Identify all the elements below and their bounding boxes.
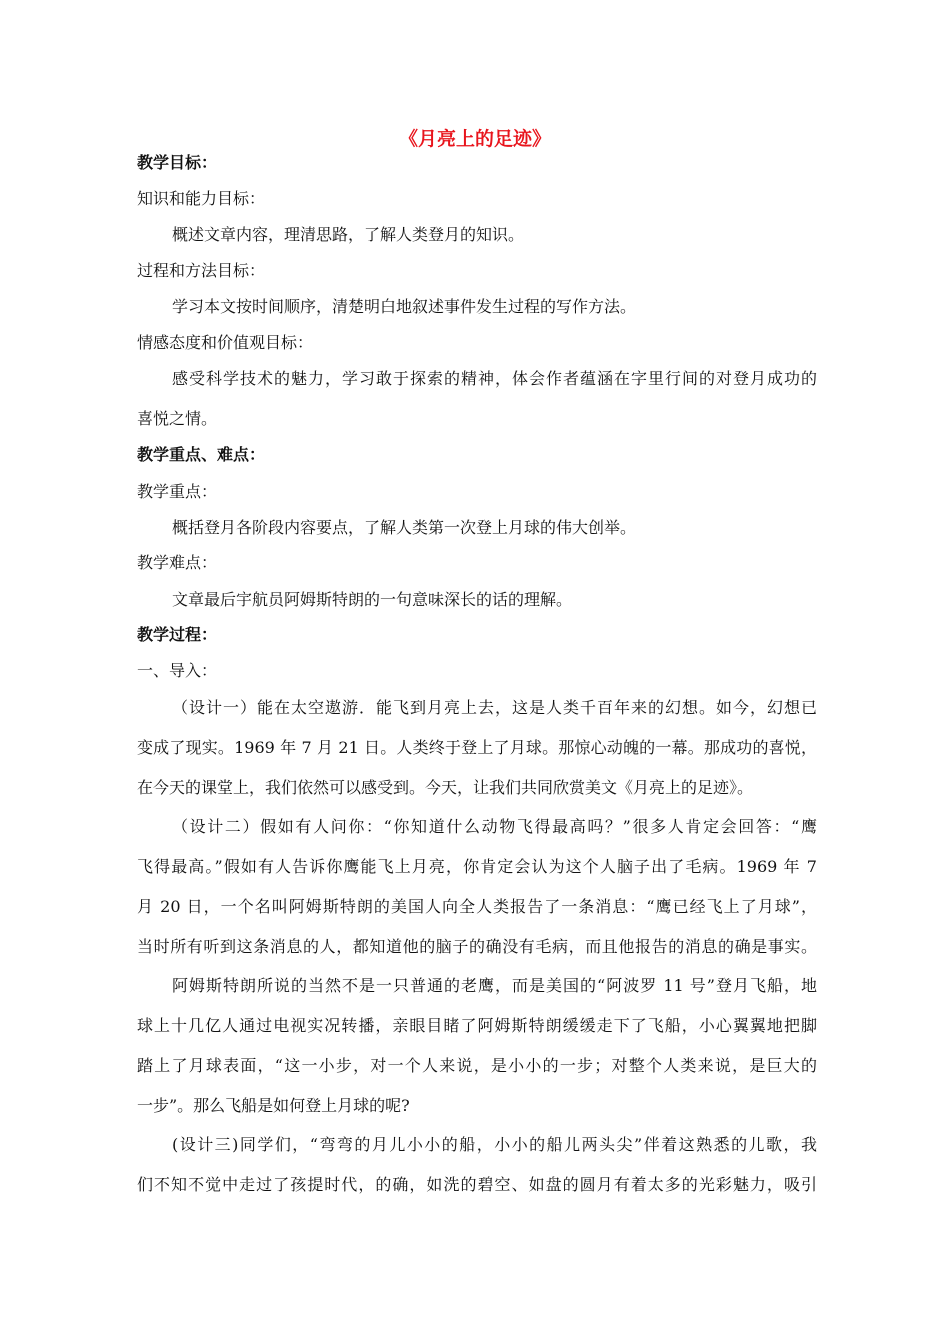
paragraph-line: 一步”。那么飞船是如何登上月球的呢? <box>137 1096 410 1115</box>
paragraph-line: 飞得最高。”假如有人告诉你鹰能飞上月亮，你肯定会认为这个人脑子出了毛病。1969 年 7 <box>137 857 817 876</box>
subheading-knowledge-goal: 知识和能力目标： <box>137 189 266 208</box>
paragraph-line: （设计一）能在太空遨游．能飞到月亮上去，这是人类千百年来的幻想。如今，幻想已 <box>172 698 817 717</box>
paragraph-line: （设计二）假如有人问你：“你知道什么动物飞得最高吗？”很多人肯定会回答：“鹰 <box>172 817 817 836</box>
paragraph-line: 变成了现实。1969 年 7 月 21 日。人类终于登上了月球。那惊心动魄的一幕。那成功的喜悦， <box>137 738 817 757</box>
paragraph-line: 概括登月各阶段内容要点，了解人类第一次登上月球的伟大创举。 <box>172 518 637 537</box>
paragraph-line: 概述文章内容，理清思路，了解人类登月的知识。 <box>172 225 525 244</box>
paragraph-line: 感受科学技术的魅力，学习敢于探索的精神，体会作者蕴涵在字里行间的对登月成功的 <box>172 369 817 388</box>
subheading-difficult-point: 教学难点： <box>137 553 218 572</box>
paragraph-line: 在今天的课堂上，我们依然可以感受到。今天，让我们共同欣赏美文《月亮上的足迹》。 <box>137 778 754 797</box>
subheading-process-goal: 过程和方法目标： <box>137 261 266 280</box>
subheading-key-point: 教学重点： <box>137 482 218 501</box>
paragraph-line: 踏上了月球表面，“这一小步，对一个人来说，是小小的一步；对整个人类来说，是巨大的 <box>137 1056 817 1075</box>
paragraph-line: 阿姆斯特朗所说的当然不是一只普通的老鹰，而是美国的“阿波罗 11 号”登月飞船，地 <box>172 976 817 995</box>
paragraph-line: 当时所有听到这条消息的人，都知道他的脑子的确没有毛病，而且他报告的消息的确是事实。 <box>137 937 817 956</box>
paragraph-line: 文章最后宇航员阿姆斯特朗的一句意味深长的话的理解。 <box>172 590 573 609</box>
paragraph-line: 们不知不觉中走过了孩提时代，的确，如洗的碧空、如盘的圆月有着太多的光彩魅力，吸引 <box>137 1175 817 1194</box>
paragraph-line: (设计三)同学们，“弯弯的月儿小小的船，小小的船儿两头尖”伴着这熟悉的儿歌，我 <box>172 1135 817 1154</box>
paragraph-line: 学习本文按时间顺序，清楚明白地叙述事件发生过程的写作方法。 <box>172 297 637 316</box>
heading-teaching-process: 教学过程： <box>137 625 218 644</box>
heading-key-points: 教学重点、难点： <box>137 445 266 464</box>
paragraph-line: 喜悦之情。 <box>137 409 218 428</box>
subheading-emotion-goal: 情感态度和价值观目标： <box>137 333 314 352</box>
paragraph-line: 月 20 日，一个名叫阿姆斯特朗的美国人向全人类报告了一条消息：“鹰已经飞上了月球”， <box>137 897 817 916</box>
paragraph-line: 球上十几亿人通过电视实况转播，亲眼目睹了阿姆斯特朗缓缓走下了飞船，小心翼翼地把脚 <box>137 1016 817 1035</box>
document-title: 《月亮上的足迹》 <box>398 128 551 150</box>
subheading-introduction: 一、导入： <box>137 661 218 680</box>
heading-teaching-goals: 教学目标： <box>137 153 218 172</box>
